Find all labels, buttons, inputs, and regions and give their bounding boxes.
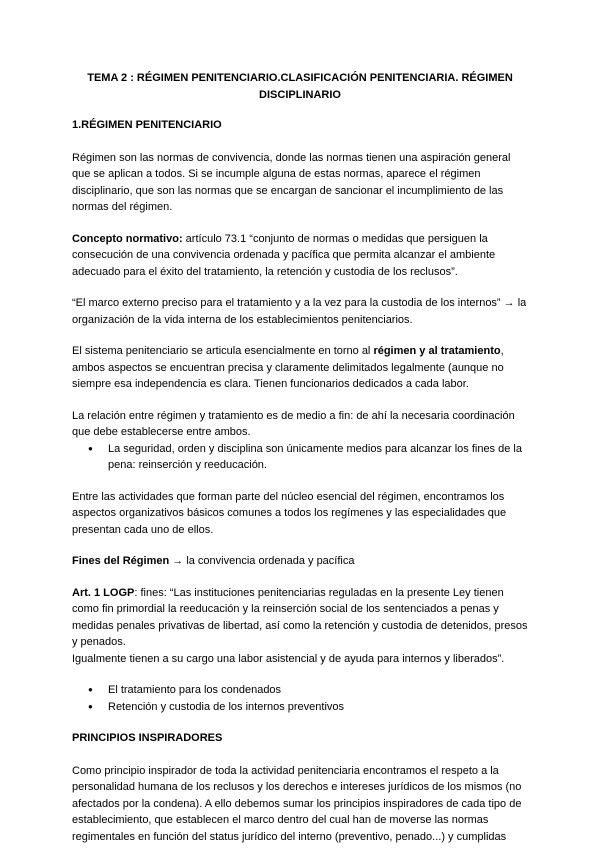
section-heading-regimen: 1.RÉGIMEN PENITENCIARIO [72,119,222,131]
concepto-label: Concepto normativo: [72,232,183,245]
paragraph-principios: Como principio inspirador de toda la actividad penitenciaria encontramos el respeto a la personalidad humana de los reclusos y los derechos e intereses jurídicos de los mismos (no afectados por la condena). A ello debemos sumar los principios inspiradores de cada tipo de establecimiento, que establecen el marco dentro del cual han de moverse las normas regimentales en función del status jurídico del interno (preventivo, penado...) y cumplidas [72,764,522,843]
paragraph-sistema-penitenciario [72,343,528,393]
section-heading-principios: PRINCIPIOS INSPIRADORES [72,732,223,744]
paragraph-actividades: Entre las actividades que forman parte del núcleo esencial del régimen, encontramos los aspectos organizativos básicos comunes a todos los regímenes y las especialidades que presentan cada uno de ellos. [72,490,507,536]
sistema-text-b: , ambos aspectos se encuentran precisa y claramente delimitados legalmente (aunque no siempre esa independencia es clara. Tienen funcionarios dedicados a cada labor. [72,345,504,390]
bullet-list-seguridad [72,441,528,474]
list-item: ● La seguridad, orden y disciplina son únicamente medios para alcanzar los fines de la pena: reinserción y reeducación. [72,441,528,474]
concepto-text: artículo 73.1 “conjunto de normas o medidas que persiguen la consecución de una convivencia ordenada y pacífica que permita alcanzar el ambiente adecuado para el éxito del tratamiento, la retención y custodia de los reclusos”. [72,232,496,278]
paragraph-art1-logp [72,585,528,668]
sistema-text-a: El sistema penitenciario se articula esencialmente en torno al [72,345,374,357]
fines-label: Fines del Régimen [72,555,170,567]
paragraph-concepto-normativo [72,231,528,281]
list-item: ● El tratamiento para los condenados [72,682,528,699]
bullet-list-fines [72,682,528,715]
paragraph-fines [72,553,528,570]
document-title: TEMA 2 : RÉGIMEN PENITENCIARIO.CLASIFICACIÓN PENITENCIARIA. RÉGIMEN DISCIPLINARIO [87,72,513,101]
art-label: Art. 1 LOGP [72,586,135,599]
fines-text: → la convivencia ordenada y pacífica [169,555,355,567]
paragraph-relacion: La relación entre régimen y tratamiento es de medio a fin: de ahí la necesaria coordinación que debe establecerse entre ambos. [72,409,515,438]
art-text-2: Igualmente tienen a su cargo una labor asistencial y de ayuda para internos y liberados”. [72,652,505,665]
document-page [72,70,528,860]
sistema-bold: régimen y al tratamiento [373,345,501,357]
art-text: : fines: “Las instituciones penitenciarias reguladas en la presente Ley tienen como fin primordial la reeducación y la reinserción social de los sentenciados a penas y medidas penales privativas de libertad, así como la retención y custodia de detenidos, presos y penados. [72,586,528,648]
list-item: ● Retención y custodia de los internos preventivos [72,699,528,716]
paragraph-regimen-definition: Régimen son las normas de convivencia, donde las normas tienen una aspiración general que se aplican a todos. Si se incumple alguna de estas normas, aparece el régimen disciplinario, que son las normas que se encargan de sancionar el incumplimiento de las normas del régimen. [72,151,511,213]
paragraph-marco-externo: “El marco externo preciso para el tratamiento y a la vez para la custodia de los internos” → la organización de la vida interna de los establecimientos penitenciarios. [72,297,527,326]
